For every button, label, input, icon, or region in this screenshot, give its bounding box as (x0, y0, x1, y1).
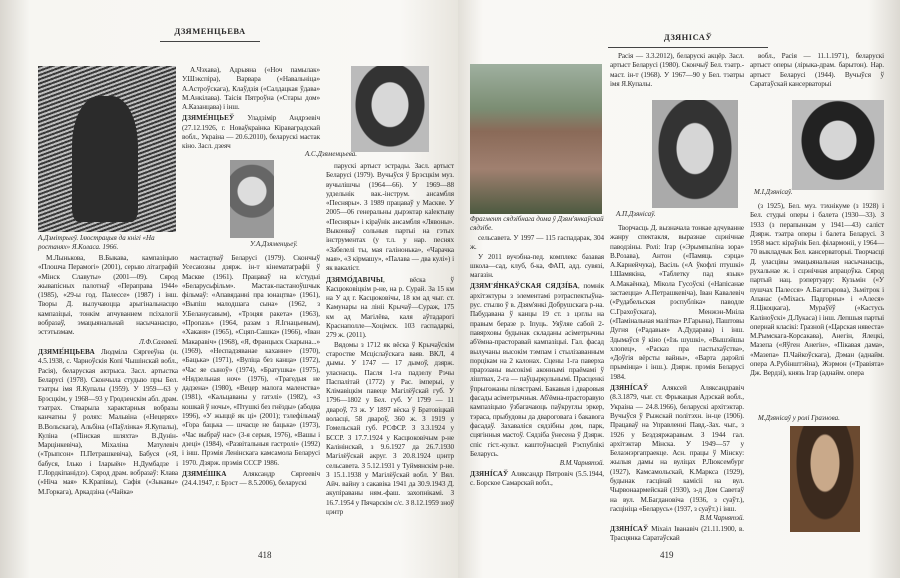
entry-text: парускі артыст эстрады. Засл. артыст Беларусі (1979). Вучыўся ў Брэсцкім муз. вучылішчы (1964—66). У 1969—88 удзельнік вак.-інструм. ансамбля «Песняры». З 1989 працаваў у Маскве. У 2005—06 генеральны дырэктар кalектыву «Песняры» і кіраўнік ансамбля «Лявоны». Выконваў сольныя партыі на гэтых інструментах (у т.л. у нар. песнях «Забелелі ты, мая галінонька», «Чарачка мая», «З кірмашу», «Палава — два кулі») і як вакаліст. (326, 162, 454, 273)
right-page (458, 0, 900, 578)
paragraph (470, 253, 604, 281)
entry-text: Уладзімір Андрэевіч (27.12.1926, г. Новаўкраінка Кіраваградскай вобл., Украіна — 20.6.2010), беларускі мастак кіно. Засл. дзеяч (182, 114, 320, 151)
role-photo (790, 426, 860, 532)
running-header: ДЗЯМЕНЦЬЕВА (160, 26, 260, 42)
entry-headword: ДЗЯМЕ́НЦЬЕВА (38, 348, 95, 357)
entry-text: Вядомы з 1712 як вёска ў Крычаўскім старостве Мсціслаўскага ваяв. ВКЛ, 4 дымы. У 1747 — 17 дымоў, дзярж. уласнасць. Пасля 1-га падзелу Рэчы Паспалітай (1772) у Рас. імперыі, у Клімавіцкім павеце Магілёўскай губ. У 1796—1802 у Бел. губ. У 1799 — 11 двароў, 73 ж. У 1897 вёска ў Братовіцкай воласці, 58 двароў, 360 ж. З 1919 у Гомельскай губ. РСФСР. З 3.3.1924 у БССР. З 17.7.1924 у Касцюковічым р-не Калінінскай, з 9.6.1927 да 26.7.1930 Магілёўскай акруг. З 20.8.1924 цэнтр сельсавета. З 5.12.1931 у Туймянскім р-не. З 15.1.1938 у Магілёўскай вобл. У Вял. Айч. вайну з сакавіка 1941 да 30.9.1943 Д. акупіраваны ням.-фаш. захопнікамі. З 16.7.1954 у Пячарскім с/с. З 8.12.1959 зноў цэнтр (326, 340, 454, 516)
entry (610, 384, 744, 523)
paragraph (610, 224, 744, 382)
paragraph (610, 52, 744, 89)
portrait-photo-ap (652, 100, 738, 208)
author-signature: В.М.Чарнятэй. (559, 459, 604, 468)
entry-text: мастацтваў Беларусі (1979). Скончыў Усесаюзны дзярж. ін-т кінематаграфіі ў Маскве (1961). Працаваў на к/студыі «Беларусьфільм». Мастак-пастаноўшчык фільмаў: «Апавяданні пра юнацтва» (1961), «Выпіш малодшага сына» (1962, з У.Беланусавым), «Трэцяя ракета» (1963), «Пропазь» (1964, разам з Я.Ігнацьевым), «Хаканя» (1965), «Сцяп-Сашка» (1966), «Іван Макаравіч» (1968), «Я, Францыск Скарына...» (1969), «Неспадзяванае каханне» (1970), «Бацька» (1971), «Вуліца без канца» (1972), «Час яе сыноў» (1974), «Братушка» (1975), «Нядзельная ноч» (1976), «Трагедыя не дадзена» (1980), «Вецер малога маленства» (1981), «Кальцаваны у гатэлі» (1982), «З кошкай ў ночы», «Птушкі без гнёзды» (абодва 1996), «У жыццё як ці» (2001); тэлефільмаў «Гора бацька — шчасце не бацька» (1973), «Час выбраў нас» (3-я серыя, 1976), «Вашы і дзеці» (1984), «Развітальныя гастролі» (1992) і інш. Прэмія Ленінскага камсамола Беларусі 1970. Дзярж. прэмія СССР 1986. (182, 254, 320, 467)
entry-text: вобл., Расія — 11.1.1971), беларускі артыст оперы (лірыка-драм. барытон). Нар. артыст Беларусі (1944). Вучыўся ў Саратаўскай кансерваторыі (750, 52, 884, 88)
entry-text: Аляксандр Пятровіч (5.5.1944, с. Борское Самарскай вобл., (470, 469, 604, 487)
right-column-3 (750, 202, 884, 379)
entry-headword: ДЗЯМ'Я́НКАЎСКАЯ СЯДЗІ́БА (470, 282, 578, 291)
entry (182, 114, 320, 151)
portrait-caption-u: У.А.Дзяменцьеў. (250, 240, 298, 248)
left-column-3 (326, 162, 454, 517)
entry-text: (з 1925), Бел. муз. тэхнікуме (з 1928) і Бел. студыі оперы і балета (1930—33). З 1933 (з перапынкам у 1941—43) салiст Дзярж. тэатра оперы і балета Беларусі. З 1958 маст. кіраўнік Бел. філармоніі, у 1964—70 выкладчык Бел. кансерваторыі. Творчасці Д. уласцівы эмацыянальная насычанасць, рухальнае ж. і сцэнічная апрацоўка. Сярод партый нац. рэпертуару: Кузьмін («У пушчах Палесся» А.Багатырова), Зьмітрок і Апанас («Міхась Падгорны» і «Алеся» Я.Цікоцкага), Мураўёў («Кастусь Каліноўскі» Д.Лукаса) і інш. Лепшыя партыі опернай класікі: Гразной («Царская нявеста» М.Рымскага-Корсакава), Анегін, Ялецкі, Мазепа («Яўген Анегін», «Пікавая дама», «Мазепа» П.Чайкоўскага), Дэман (аднайм. опера А.Рубінштэйна), Жэрмон («Травіята» Дж. Вердзі), князь Ігар (аднайм. опера (750, 202, 884, 378)
entry (326, 276, 454, 341)
paragraph (182, 254, 320, 468)
entry-text: У 2011 вучэбна-пед. комплекс базавая школа—сад, клуб, б-ка, ФАП, адд. сувязі, магазін. (470, 252, 604, 280)
entry-text: Творчасць Д. вызначала тонкае адчуванне жанру спектакля, выразнае сцэнічнае паводзіны. Ролі: Ігар («Эрымпыліна зора» В.Розава), Антон («Памяць сэрца» А.Карнейчука), Васіль («А ўкофлі птушкі» І.Шамякіна, «Таблетку пад язык» А.Макаёнка), Мікола Гусоўскі («Напісанае застаецца» А.Петрашкевіча), Іван Кавалевіч («Рудабельская рэспубліка» паводле С.Грахоўскага), Менжэн-Мніла («Памінальная малітва» Р.Гарына), Паштовы Дугня («Радавыя» А.Дударава) і інш. Здымаўся ў кіно («Ізь шушкі», «Вышэйшы хлопец», «Расказ пра пастыхаўства», «Доўгія вёрсты вайны», «Варта дарэйлі прымінца» і інш.). Дзярж. прэмія Беларусі 1984. (610, 224, 744, 381)
left-column-2-top (182, 66, 320, 152)
woodcut-illustration (38, 66, 176, 232)
paragraph (326, 341, 454, 518)
entry-text: М.Лынькова, В.Быкава, кампазіцыю «Плошча Перамогі» (2001), серыю літаграфій «Мінск Славуты» (2001—09). Сярод жывапісных палотнаў «Пераправа 1944» (1985), «29-ы год. Палессе» (1987) і інш. Творы Д. вылучаюцца арыгінальнасцю кампазіцыі, тонкім апчуваннем псіхалогіі вобразаў, эмацыянальнай насычанасцю, эстэтызмам. (38, 254, 178, 337)
left-column-2 (182, 254, 320, 488)
entry-text: Расія — 3.3.2012), беларускі акцёр. Засл. артыст Беларусі (1980). Скончыў Бел. тэатр.-маст. ін-т (1968). У 1967—90 у Бел. тэатры імя Я.Купалы. (610, 52, 744, 88)
entry-text: , помнік архітэктуры з элементамі рэтраспектыўна-рус. стылю ў в. Дзям'янкі Добрушскага р-на. Пабудавана ў канцы 19 ст. з цэглы на правым беразе р. Іпуць. Уяўляе сабой 2-павярховы будынак складаны асіметрычны аб'ёмна-прасторавай кампазіцыі. Гал. фасад вылучаны высокім тэмпам і стылізаванным порцікам на 2 калонах. Сцены 1-га паверха прарэзаны высокімі аконнымі праёмамі ў ліштвах, 2-га — паўцыркульнымі. Прасценкі ўпрыгожаны пілястрамі. Бакавыя і дваровыя фасады асіметрычныя. Аб'ёмна-прасторавую кампазіцыю ўзбагачаюць паўкруглы эркер, тэраса, прыбудовы да двароговага і бакавога фасадаў. Захаваліся сядзібны дом, парк, сцягінныя мастоў. Сядзіба ўнесена ў Дзярж. спіс гіст.-культ. каштоўнасцей Рэспублікі Беларусь. (470, 282, 604, 458)
portrait-photo-u (230, 160, 274, 238)
paragraph (750, 202, 884, 379)
portrait-caption-mi: М.І.Дзянісаў. (754, 188, 793, 196)
right-column-3-top (750, 52, 884, 89)
portrait-photo-a (351, 66, 429, 152)
entry-text: А.Чэхава), Адрыяна («Ноч памылак» У.Шэкспіра), Варвара («Навальніца» А.Астроўскага), Клаўдзія («Салдацкая ўдава» М.Анкілава). Таісія Пятроўна («Стары дом» А.Казанцава) і інш. (182, 66, 320, 112)
right-column-2-top (610, 52, 744, 89)
right-column-1 (470, 234, 604, 488)
running-header: ДЗЯНІСАЎ (608, 32, 768, 48)
left-column-1 (38, 254, 178, 497)
paragraph (182, 66, 320, 112)
portrait-caption-ap: А.П.Дзянісаў. (616, 210, 656, 218)
entry (38, 348, 178, 497)
manor-building-photo (470, 64, 602, 214)
entry-headword: ДЗЯНІ́САЎ (610, 384, 649, 393)
page-number: 419 (660, 550, 674, 560)
building-caption: Фрагмент сядзібнага дома ў Дзям'янкаўскай сядзібе. (470, 215, 604, 232)
entry-headword: ДЗЯМО́ДАВІЧЫ (326, 275, 384, 284)
paragraph (326, 162, 454, 274)
entry-headword: ДЗЯМЕ́ШКА (182, 469, 227, 478)
entry-text: Аляксей Аляксандравіч (8.3.1879, чыг. ст. Фрыкацыя Адэскай вобл., Украіна — 24.8.1966), беларускі архітэктар. Вучыўся ў Рыжскай політэхн. ін-це (1906). Працаваў на Управленні Павд.-Зах. чыг., з 1926 у Бездзяржаравым. З 1944 гал. архітэктар Мінска. У 1949—57 у Белаэнэргапраекце. Асн. працы ў Мінску: жылыя дамы на вуліцах Р.Люксембург (1927), Камсамольскай, К.Маркса (1929), будынак гасцінай камісіі на вул. Чырвонаармейскай (1930), з-д Дом Саветаў на вул. М.Багдановіча (1936, з суаўт.), гасцініца «Беларусь» (1937, з суаўт.) і інш. (610, 384, 744, 513)
entry (470, 282, 604, 467)
page-number: 418 (258, 550, 272, 560)
entry-text: Міхаіл Іванавіч (21.11.1900, в. Трасцянка Саратаўскай (610, 524, 744, 542)
paragraph (38, 254, 178, 346)
portrait-caption-a: А.С.Дзяменцьева. (305, 150, 357, 158)
paragraph (750, 52, 884, 89)
entry-headword: ДЗЯМЕ́НЦЬЕЎ (182, 114, 235, 123)
entry (610, 525, 744, 544)
paragraph (470, 234, 604, 253)
entry (470, 470, 604, 489)
right-column-2 (610, 224, 744, 543)
entry-text: , вёска ў Касцюковіцкім р-не, на р. Сурай. За 15 км на У ад г. Касцюковічы, 18 км ад чыг. ст. Камунары на лініі Крычаў—Сураж, 175 км ад Магілёва, каля аўтадарогі Краснаполле—Хоцімск. 103 гаспадаркі, 279 ж. (2011). (326, 275, 454, 340)
entry-headword: ДЗЯНІ́САЎ (610, 524, 649, 533)
entry-headword: ДЗЯНІ́САЎ (470, 469, 509, 478)
woodcut-caption: А.Дзмітрыеў. Ілюстрацыя да кнігі «На ростанях» Я.Коласа. 1966. (38, 234, 155, 251)
entry (182, 470, 320, 489)
entry-text: сельсавета. У 1997 — 115 гаспадарак, 304 ж. (470, 234, 604, 252)
author-signature: Л.Ф.Салавей. (139, 337, 178, 346)
portrait-photo-mi (792, 100, 884, 190)
author-signature: В.М.Чарнятэй. (699, 514, 744, 523)
role-photo-caption: М.Дзянісаў у ролі Гразнова. (758, 414, 840, 422)
entry-text: Людміла Сяргееўна (н. 4.5.1938, с. Чарноўскія Копі Чышінскай вобл., Расія), беларуская актрыса. Засл. артыстка Беларусі (1978). Скончыла студыю пры Бел. тэатры імя Я.Купалы (1959). У 1959—63 у Брэсцкім, у 1968—93 у Гродзенскім абл. драм. тэатрах. Стварыла характарныя вобразы канчатны ў ролях: Мальвіна («Нецерях» В.Вольскага), Альбіна («Паўлінка» Я.Купалы), Куліна («Пінская шляхта» В.Дунін-Марцінкевіча), Міхаліна Матулевіч («Трыпсон» П.Петрашкевіча), Бабуся («Я, бабуся, Ілько і Іларыён» Н.Думбадзе і Г.Лордкіпанідзэ). Сярод драм. вобразаў: Клава («Ніча мая» К.Крапівы), Сафія («Зыкавы» М.Горкага), Аркадзіна («Чайка» (38, 348, 178, 496)
entry-text: Аляксандр Сяргеевіч (24.4.1947, г. Брэст — 8.5.2006), беларускі (182, 469, 320, 488)
